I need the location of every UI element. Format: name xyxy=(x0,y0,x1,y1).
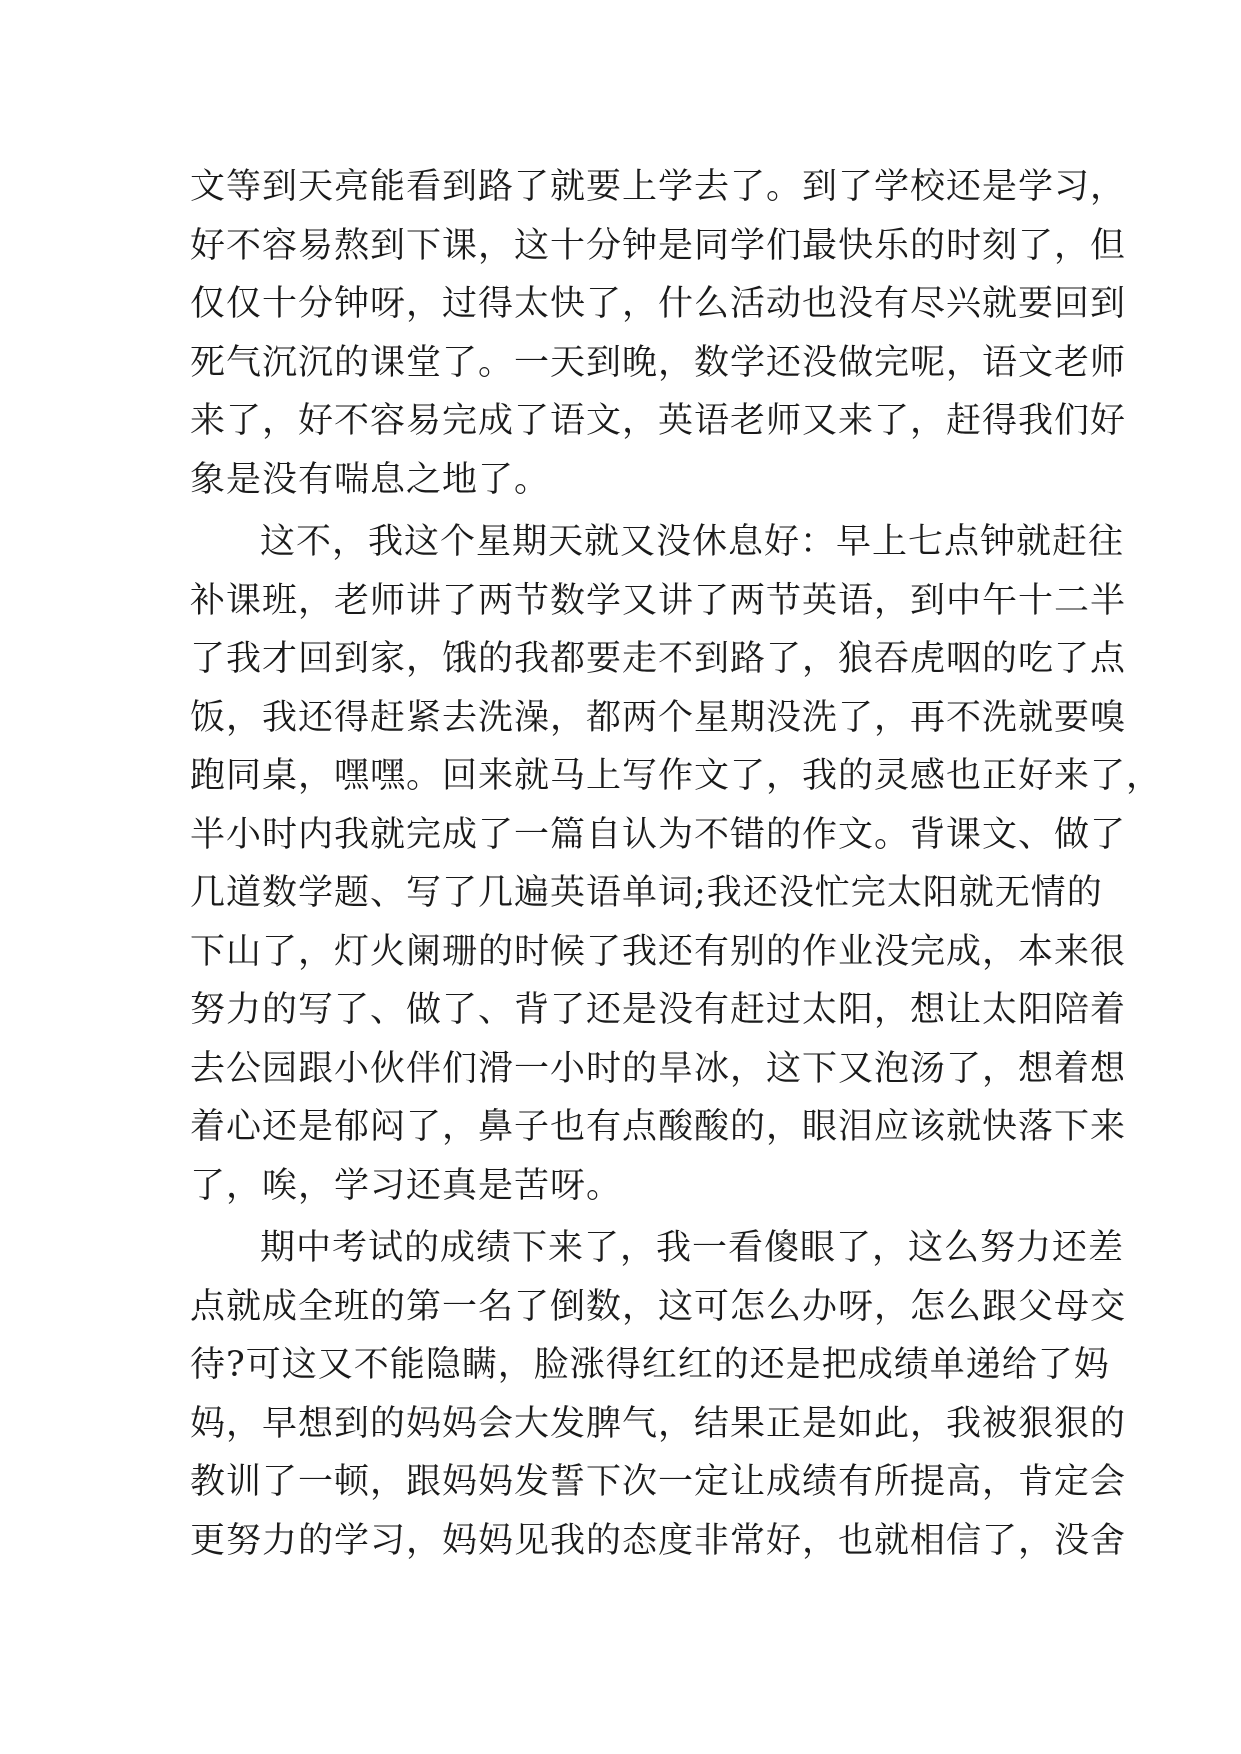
text-line: 来了，好不容易完成了语文，英语老师又来了，赶得我们好 xyxy=(190,401,1127,441)
text-line: 期中考试的成绩下来了，我一看傻眼了，这么努力还差 xyxy=(260,1228,1125,1268)
text-line: 仅仅十分钟呀，过得太快了，什么活动也没有尽兴就要回到 xyxy=(190,284,1127,324)
text-line: 跑同桌，嘿嘿。回来就马上写作文了，我的灵感也正好来了， xyxy=(190,756,1163,796)
text-line: 补课班，老师讲了两节数学又讲了两节英语，到中午十二半 xyxy=(190,580,1127,621)
text-line: 饭，我还得赶紧去洗澡，都两个星期没洗了，再不洗就要嗅 xyxy=(190,697,1127,738)
text-line: 文等到天亮能看到路了就要上学去了。到了学校还是学习， xyxy=(190,167,1127,207)
text-line: 这不，我这个星期天就又没休息好：早上七点钟就赶往 xyxy=(260,522,1125,562)
document-body xyxy=(190,158,1163,1570)
text-line: 去公园跟小伙伴们滑一小时的旱冰，这下又泡汤了，想着想 xyxy=(190,1048,1127,1089)
text-line: 下山了，灯火阑珊的时候了我还有别的作业没完成，本来很 xyxy=(190,931,1127,972)
paragraph-1 xyxy=(190,158,1127,509)
text-line: 半小时内我就完成了一篇自认为不错的作文。背课文、做了 xyxy=(190,814,1127,855)
text-line: 点就成全班的第一名了倒数，这可怎么办呀，怎么跟父母交 xyxy=(190,1286,1127,1327)
text-line: 了，唉，学习还真是苦呀。 xyxy=(190,1165,623,1206)
paragraph-3 xyxy=(190,1219,1127,1570)
text-line: 待?可这又不能隐瞒，脸涨得红红的还是把成绩单递给了妈 xyxy=(190,1345,1110,1385)
text-line: 几道数学题、写了几遍英语单词;我还没忙完太阳就无情的 xyxy=(190,873,1103,913)
text-line: 更努力的学习，妈妈见我的态度非常好，也就相信了，没舍 xyxy=(190,1520,1127,1561)
text-line: 象是没有喘息之地了。 xyxy=(190,459,551,500)
text-line: 好不容易熬到下课，这十分钟是同学们最快乐的时刻了，但 xyxy=(190,225,1127,266)
text-line: 教训了一顿，跟妈妈发誓下次一定让成绩有所提高，肯定会 xyxy=(190,1462,1127,1502)
text-line: 死气沉沉的课堂了。一天到晚，数学还没做完呢，语文老师 xyxy=(190,342,1127,383)
paragraph-2 xyxy=(190,513,1163,1215)
text-line: 努力的写了、做了、背了还是没有赶过太阳，想让太阳陪着 xyxy=(190,990,1127,1030)
text-line: 着心还是郁闷了，鼻子也有点酸酸的，眼泪应该就快落下来 xyxy=(190,1107,1127,1147)
text-line: 了我才回到家，饿的我都要走不到路了，狼吞虎咽的吃了点 xyxy=(190,639,1127,679)
text-line: 妈，早想到的妈妈会大发脾气，结果正是如此，我被狠狠的 xyxy=(190,1403,1127,1444)
